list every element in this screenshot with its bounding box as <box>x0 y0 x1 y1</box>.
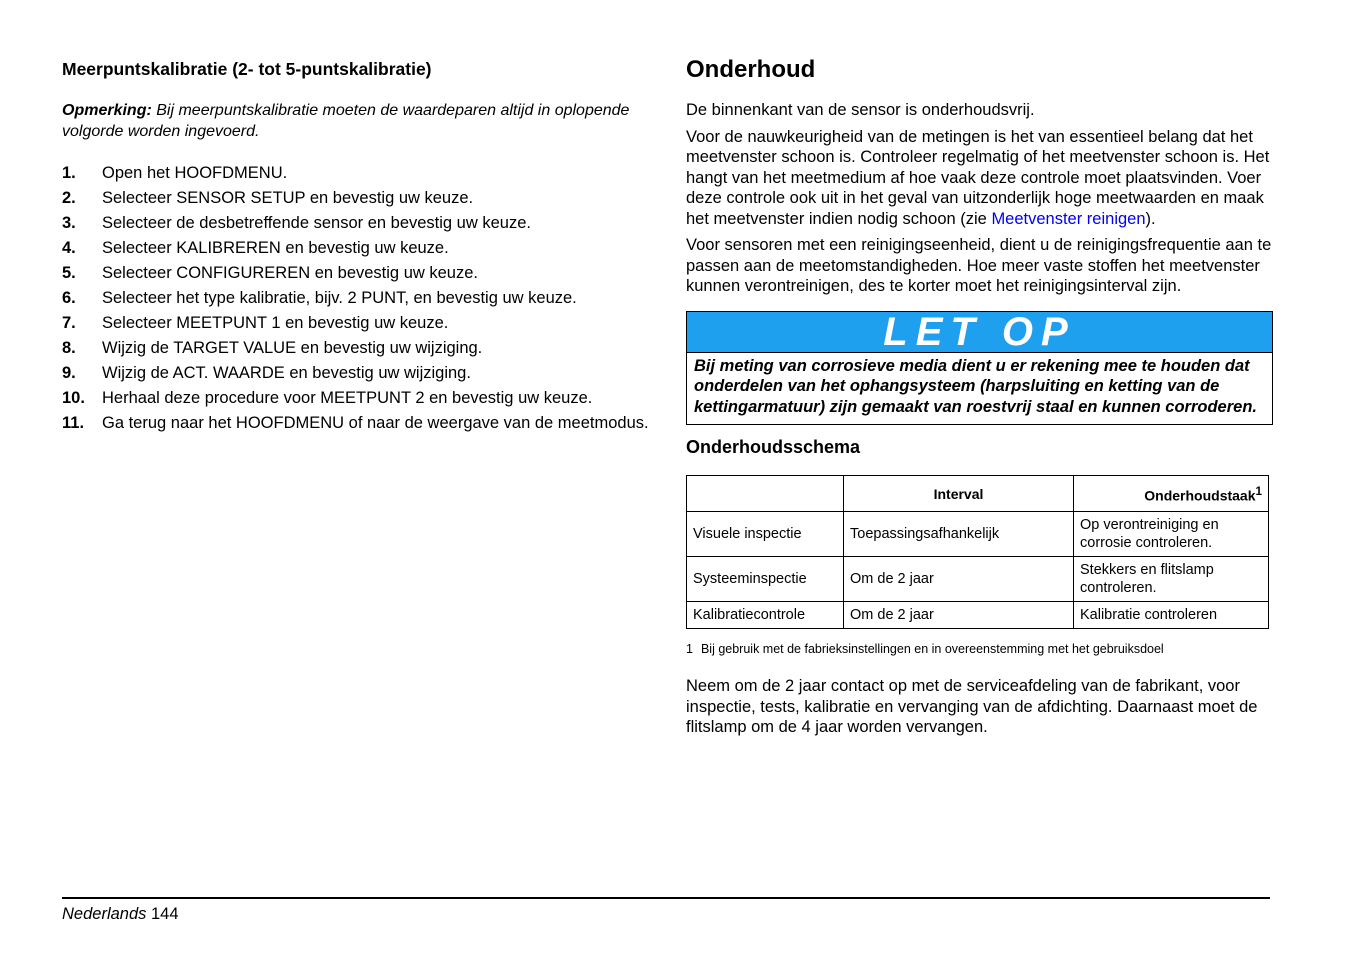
step-item <box>62 388 652 408</box>
note-label: Opmerking: <box>62 102 152 119</box>
calibration-steps <box>62 163 652 433</box>
step-item <box>62 263 652 283</box>
step-text: Selecteer SENSOR SETUP en bevestig uw keuze. <box>102 189 474 207</box>
table-header-task-label: Onderhoudstaak <box>1144 487 1256 504</box>
clean-window-link[interactable]: Meetvenster reinigen <box>991 209 1146 228</box>
caution-title: LET OP <box>687 312 1272 353</box>
paragraph-window-text: Voor de nauwkeurigheid van de metingen is het van essentieel belang dat het meetvenster schoon is. Controleer regelmatig of het meetvenster schoon is. Het hangt van het meetmedium af hoe vaak deze controle moet plaatsvinden. Voer deze controle ook uit in het geval van uitzonderlijk hoge meetwaarden en maak het meetvenster indien nodig schoon (zie <box>686 127 1270 228</box>
step-item <box>62 188 652 208</box>
step-item <box>62 163 652 183</box>
step-number: 8. <box>62 339 76 357</box>
maintenance-schedule-table <box>686 475 1269 629</box>
step-number: 6. <box>62 289 76 307</box>
footnote-number: 1 <box>686 642 693 656</box>
caution-box <box>686 311 1273 426</box>
step-text: Selecteer het type kalibratie, bijv. 2 PUNT, en bevestig uw keuze. <box>102 289 577 307</box>
table-header-cell <box>687 476 844 512</box>
step-text: Wijzig de TARGET VALUE en bevestig uw wijziging. <box>102 339 483 357</box>
paragraph-intro: De binnenkant van de sensor is onderhoudsvrij. <box>686 101 1035 119</box>
step-item <box>62 338 652 358</box>
maintenance-heading: Onderhoud <box>686 56 816 83</box>
caution-text: Bij meting van corrosieve media dient u er rekening mee te houden dat onderdelen van het ophangsysteem (harpsluiting en ketting van de kettingarmatuur) zijn gemaakt van roestvrij staal en kunnen corroderen. <box>694 356 1257 416</box>
step-item <box>62 213 652 233</box>
page-footer <box>62 905 179 924</box>
maintenance-schedule-heading: Onderhoudsschema <box>686 437 861 457</box>
step-number: 1. <box>62 164 76 182</box>
table-row <box>687 602 1269 629</box>
table-header-interval: Interval <box>844 476 1074 512</box>
step-text: Selecteer CONFIGUREREN en bevestig uw keuze. <box>102 264 478 282</box>
step-item <box>62 413 652 433</box>
step-number: 3. <box>62 214 76 232</box>
step-item <box>62 238 652 258</box>
footer-divider <box>62 897 1270 899</box>
footnote-ref: 1 <box>1255 484 1262 498</box>
table-cell: Om de 2 jaar <box>844 602 1074 629</box>
table-cell: Kalibratie controleren <box>1074 602 1269 629</box>
footnote <box>686 641 1273 657</box>
paragraph-cleaning-unit: Voor sensoren met een reinigingseenheid, dient u de reinigingsfrequentie aan te passen aan de meetomstandigheden. Hoe meer vaste stoffen het meetvenster kunnen verontreinigen, des te korter moet het reinigingsinterval zijn. <box>686 236 1272 295</box>
step-number: 2. <box>62 189 76 207</box>
page-number: 144 <box>150 905 179 923</box>
table-cell: Systeeminspectie <box>687 557 844 602</box>
table-cell: Op verontreiniging en corrosie controleren. <box>1074 512 1269 557</box>
step-text: Ga terug naar het HOOFDMENU of naar de weergave van de meetmodus. <box>102 414 649 432</box>
footer-language: Nederlands <box>62 905 147 923</box>
step-item <box>62 363 652 383</box>
paragraph-service: Neem om de 2 jaar contact op met de serviceafdeling van de fabrikant, voor inspectie, tests, kalibratie en vervanging van de afdichting. Daarnaast moet de flitslamp om de 4 jaar worden vervangen. <box>686 677 1258 736</box>
step-text: Selecteer KALIBREREN en bevestig uw keuze. <box>102 239 449 257</box>
step-number: 11. <box>62 414 85 432</box>
table-row <box>687 557 1269 602</box>
step-text: Wijzig de ACT. WAARDE en bevestig uw wijziging. <box>102 364 471 382</box>
paragraph-window <box>686 127 1273 230</box>
table-cell: Om de 2 jaar <box>844 557 1074 602</box>
table-cell: Toepassingsafhankelijk <box>844 512 1074 557</box>
table-cell: Visuele inspectie <box>687 512 844 557</box>
step-number: 5. <box>62 264 76 282</box>
multipoint-calibration-heading: Meerpuntskalibratie (2- tot 5-puntskalibratie) <box>62 59 432 79</box>
note <box>62 100 652 142</box>
step-number: 7. <box>62 314 76 332</box>
step-item <box>62 288 652 308</box>
step-number: 10. <box>62 389 85 407</box>
step-text: Open het HOOFDMENU. <box>102 164 288 182</box>
table-header-task <box>1074 476 1269 512</box>
paragraph-window-end: ). <box>1145 209 1156 228</box>
table-cell: Stekkers en flitslamp controleren. <box>1074 557 1269 602</box>
note-text: Bij meerpuntskalibratie moeten de waardeparen altijd in oplopende volgorde worden ingevoerd. <box>62 102 630 140</box>
step-text: Selecteer de desbetreffende sensor en bevestig uw keuze. <box>102 214 531 232</box>
left-column <box>62 58 652 438</box>
step-number: 4. <box>62 239 76 257</box>
table-header-row <box>687 476 1269 512</box>
step-item <box>62 313 652 333</box>
step-text: Selecteer MEETPUNT 1 en bevestig uw keuze. <box>102 314 449 332</box>
table-row <box>687 512 1269 557</box>
step-text: Herhaal deze procedure voor MEETPUNT 2 en bevestig uw keuze. <box>102 389 593 407</box>
footnote-text: Bij gebruik met de fabrieksinstellingen en in overeenstemming met het gebruiksdoel <box>700 642 1164 656</box>
table-cell: Kalibratiecontrole <box>687 602 844 629</box>
step-number: 9. <box>62 364 76 382</box>
right-column <box>686 55 1273 744</box>
